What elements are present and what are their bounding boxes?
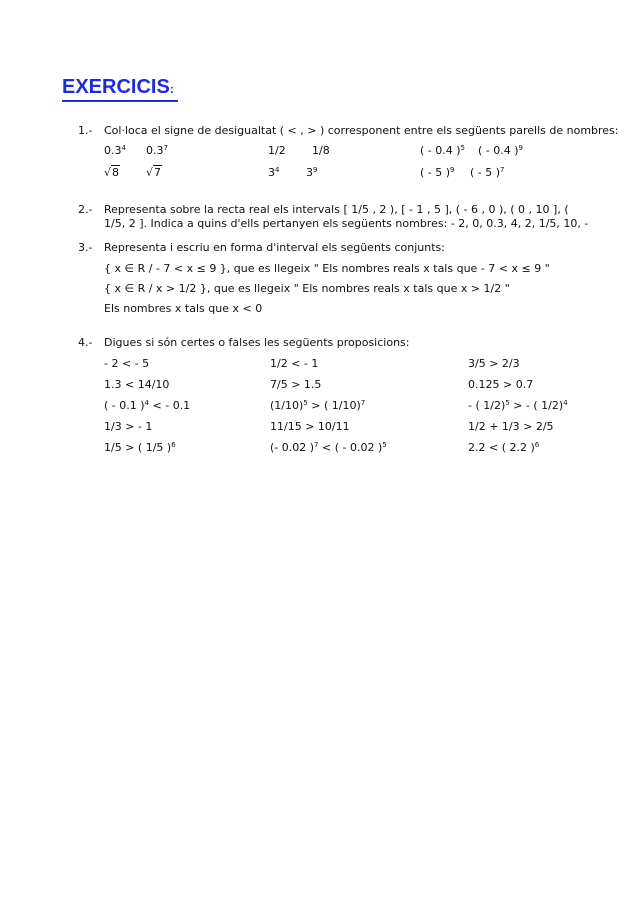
proposition: - 2 < - 5 (104, 357, 150, 370)
exercise-3-set-3: Els nombres x tals que x < 0 (104, 302, 263, 315)
proposition: $(1/10)^5$ > ( 1/10)$^7$ (270, 399, 366, 412)
exercise-1-statement: Col·loca el signe de desigualtat ( < , > ) corresponent entre els següents parells de nombres: (104, 124, 619, 137)
exercise-1-number: 1.- (78, 124, 93, 137)
ex1-item: √7 (146, 166, 162, 179)
sqrt-symbol: √ (104, 166, 112, 179)
proposition: 1/5 > ( 1/5 )$^6$ (104, 441, 176, 454)
sqrt-symbol: √ (146, 166, 154, 179)
proposition: 1/2 < - 1 (270, 357, 319, 370)
ex1-item: 1/8 (312, 144, 330, 157)
ex1-item: $3^4$ (268, 166, 280, 179)
exercise-3-set-2: { x ∈ R / x > 1/2 }, que es llegeix " Els nombres reals x tals que x > 1/2 " (104, 282, 510, 295)
page-title: EXERCICIS: (62, 76, 178, 102)
exercise-2-number: 2.- (78, 203, 93, 216)
ex1-item: ( - 0.4 )$^9$ (478, 144, 524, 157)
ex1-item: $0.3^7$ (146, 144, 168, 157)
proposition: 2.2 < ( 2.2 )$^6$ (468, 441, 540, 454)
exercise-3-set-1: { x ∈ R / - 7 < x ≤ 9 }, que es llegeix " Els nombres reals x tals que - 7 < x ≤ 9 " (104, 262, 550, 275)
exercise-4-number: 4.- (78, 336, 93, 349)
exercise-4-statement: Digues si són certes o falses les següents proposicions: (104, 336, 410, 349)
proposition: 3/5 > 2/3 (468, 357, 520, 370)
proposition: 7/5 > 1.5 (270, 378, 322, 391)
exercise-3-statement: Representa i escriu en forma d'interval els següents conjunts: (104, 241, 445, 254)
proposition: 0.125 > 0.7 (468, 378, 534, 391)
proposition: - ( 1/2)$^5$ > - ( 1/2)$^4$ (468, 399, 568, 412)
exercise-3-number: 3.- (78, 241, 93, 254)
ex1-item: ( - 5 )$^7$ (470, 166, 505, 179)
exercise-2-line-1: Representa sobre la recta real els intervals [ 1/5 , 2 ), [ - 1 , 5 ], ( - 6 , 0 ), ( 0 , 10 ], ( (104, 203, 569, 216)
proposition: 1/2 + 1/3 > 2/5 (468, 420, 554, 433)
proposition: 1.3 < 14/10 (104, 378, 170, 391)
proposition: 11/15 > 10/11 (270, 420, 350, 433)
ex1-item: $0.3^4$ (104, 144, 126, 157)
proposition: (- 0.02 )$^7$ < ( - 0.02 )$^5$ (270, 441, 387, 454)
proposition: 1/3 > - 1 (104, 420, 153, 433)
ex1-item: $3^9$ (306, 166, 318, 179)
ex1-item: √8 (104, 166, 120, 179)
ex1-item: ( - 5 )$^9$ (420, 166, 455, 179)
ex1-item: ( - 0.4 )$^5$ (420, 144, 466, 157)
exercise-2-line-2: 1/5, 2 ]. Indica a quins d'ells pertanyen els següents nombres: - 2, 0, 0.3, 4, 2, 1/5, 10, - (104, 217, 589, 230)
ex1-item: 1/2 (268, 144, 286, 157)
proposition: ( - 0.1 )$^4$ < - 0.1 (104, 399, 191, 412)
